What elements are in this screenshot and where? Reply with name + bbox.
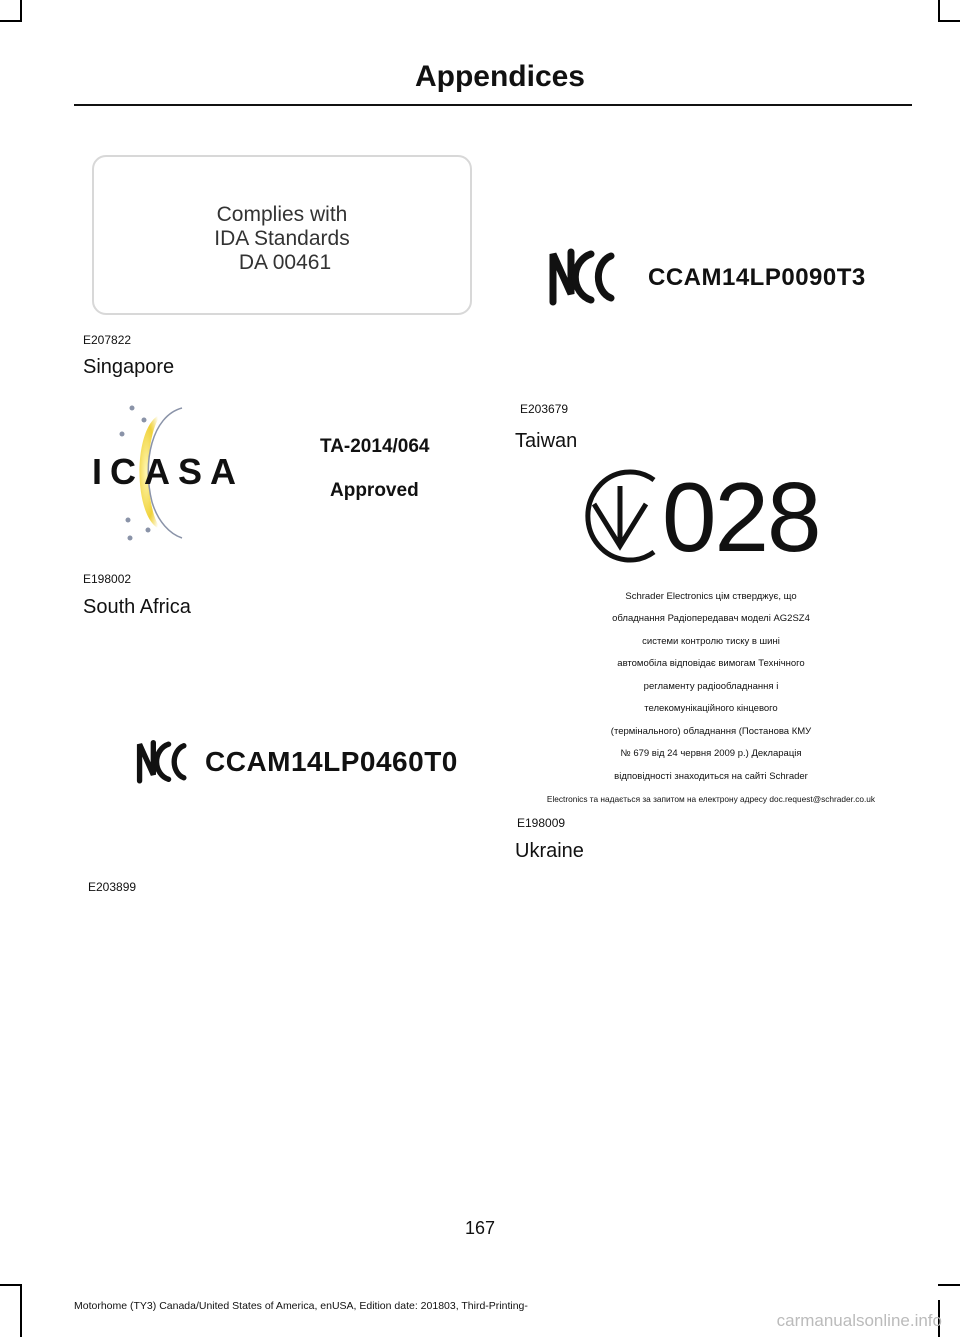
crop-mark bbox=[938, 20, 960, 22]
ncc-code: CCAM14LP0460T0 bbox=[205, 746, 458, 777]
image-ref: E203899 bbox=[88, 880, 137, 894]
ncc-code: CCAM14LP0090T3 bbox=[648, 264, 866, 291]
ukraine-line: відповідності знаходиться на сайті Schrader bbox=[614, 771, 808, 782]
image-ref: E207822 bbox=[83, 333, 132, 347]
ukraine-line: Electronics та надається за запитом на електрону адресу doc.request@schrader.co.uk bbox=[546, 794, 876, 804]
ncc-logo-icon bbox=[135, 728, 193, 794]
footer-text: Motorhome (TY3) Canada/United States of America, enUSA, Edition date: 201803, Third-Printing- bbox=[74, 1300, 528, 1312]
ukraine-line: № 679 від 24 червня 2009 р.) Декларація bbox=[620, 748, 802, 759]
ukraine-line: (термінального) обладнання (Постанова КМУ bbox=[610, 726, 812, 737]
page-title: Appendices bbox=[414, 60, 585, 93]
ukraine-mark-number: 028 bbox=[662, 462, 820, 572]
image-ref: E203679 bbox=[520, 402, 569, 416]
image-ref: E198002 bbox=[83, 572, 132, 586]
ncc-logo-icon bbox=[547, 244, 623, 308]
country-name: Taiwan bbox=[515, 430, 578, 452]
country-name: Ukraine bbox=[515, 840, 584, 862]
icasa-approved: Approved bbox=[330, 480, 419, 501]
ukraine-line: автомобіла відповідає вимогам Технічного bbox=[617, 658, 805, 669]
country-name: Singapore bbox=[83, 356, 175, 378]
crop-mark bbox=[0, 1284, 22, 1286]
image-ref: E198009 bbox=[517, 816, 566, 830]
crop-mark bbox=[0, 20, 22, 22]
crop-mark bbox=[20, 1284, 22, 1337]
watermark: carmanualsonline.info bbox=[776, 1311, 942, 1330]
crop-mark bbox=[20, 0, 22, 22]
ukraine-line: Schrader Electronics цім стверджує, що bbox=[625, 591, 797, 602]
ukraine-line: системи контролю тиску в шині bbox=[642, 636, 780, 647]
crop-mark bbox=[938, 0, 940, 22]
icasa-ta-number: TA-2014/064 bbox=[320, 436, 430, 457]
crop-mark bbox=[938, 1284, 960, 1286]
ukraine-line: обладнання Радіопередавач моделі AG2SZ4 bbox=[612, 613, 810, 624]
header-rule bbox=[74, 104, 912, 106]
ukraine-conformity-mark-icon bbox=[574, 466, 666, 566]
country-name: South Africa bbox=[83, 596, 191, 618]
ida-compliance-label bbox=[92, 155, 472, 315]
ukraine-line: регламенту радіообладнання і bbox=[643, 681, 779, 692]
ida-line-2: IDA Standards bbox=[214, 227, 350, 250]
icasa-logo-icon bbox=[92, 402, 245, 542]
svg-text:ICASA: ICASA bbox=[92, 451, 245, 492]
page-number: 167 bbox=[464, 1218, 496, 1238]
ida-line-3: DA 00461 bbox=[238, 251, 332, 274]
ukraine-line: телекомунікаційного кінцевого bbox=[644, 703, 778, 714]
ida-line-1: Complies with bbox=[216, 203, 348, 226]
